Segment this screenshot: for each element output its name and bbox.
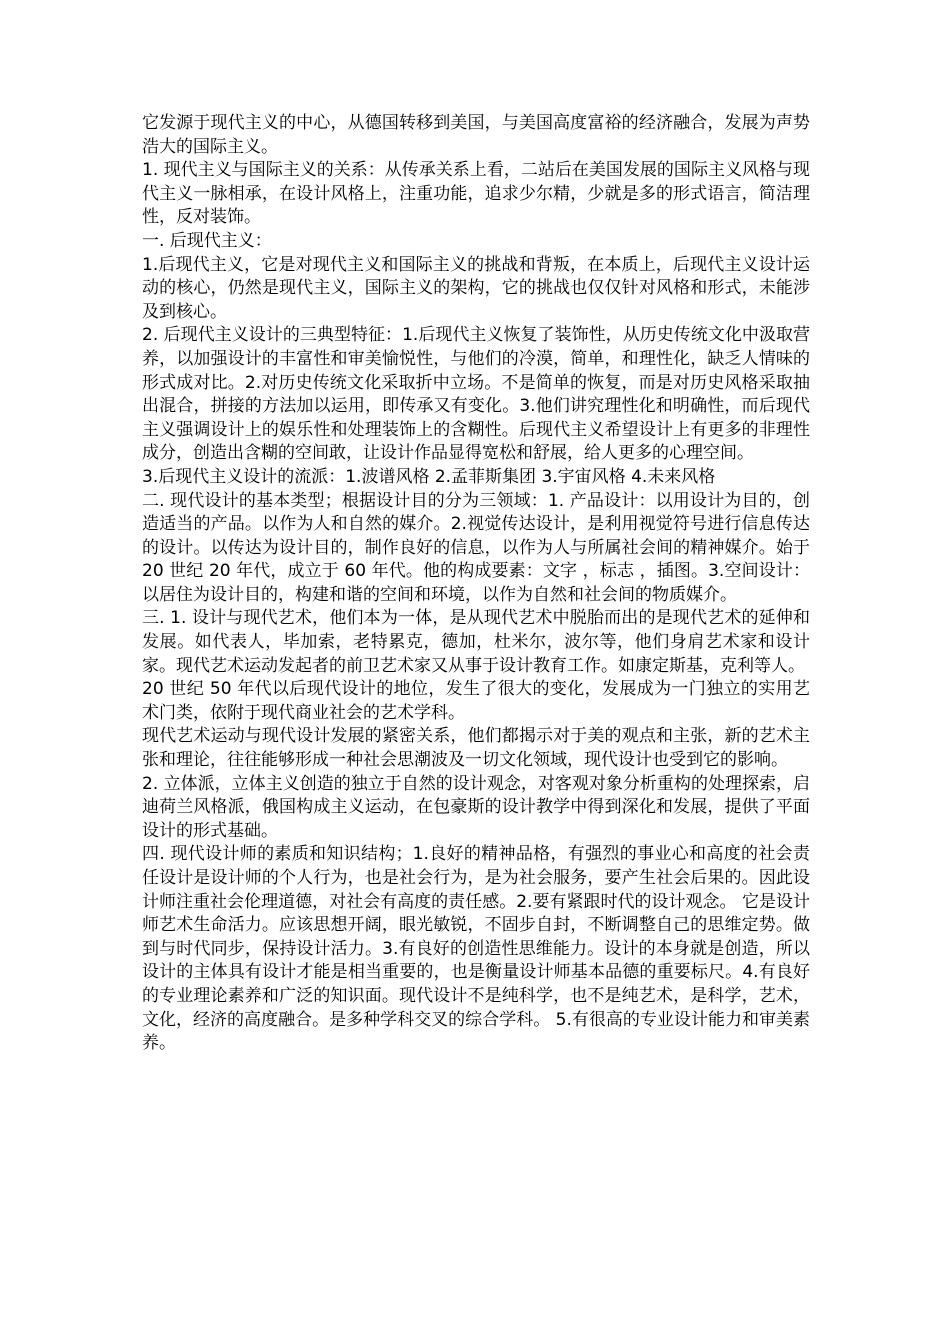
paragraph-postmodernism-definition: 1.后现代主义，它是对现代主义和国际主义的挑战和背叛，在本质上，后现代主义设计运动的核心，仍然是现代主义，国际主义的架构，它的挑战也仅仅针对风格和形式，未能涉及到核心。: [142, 254, 810, 322]
paragraph-postmodernism-features: 2. 后现代主义设计的三典型特征：1.后现代主义恢复了装饰性，从历史传统文化中汲取营养，以加强设计的丰富性和审美愉悦性，与他们的冷漠，简单，和理性化，缺乏人情味的形式成对比。2.对历史传统文化采取折中立场。不是简单的恢复，而是对历史风格采取抽出混合，拼接的方法加以运用，即传承又有变化。3.他们讲究理性化和明确性，而后现代主义强调设计上的娱乐性和处理装饰上的含糊性。后现代主义希望设计上有更多的非理性成分，创造出含糊的空间敢，让设计作品显得宽松和舒展，给人更多的心理空间。: [142, 325, 810, 464]
section-heading-postmodernism: 一. 后现代主义：: [142, 230, 272, 251]
paragraph-modernism-internationalism: 1. 现代主义与国际主义的关系：从传承关系上看，二站后在美国发展的国际主义风格与现代主义一脉相承，在设计风格上，注重功能，追求少尔精，少就是多的形式语言，简洁理性，反对装饰。: [142, 160, 810, 228]
paragraph-cubism: 2. 立体派，立体主义创造的独立于自然的设计观念，对客观对象分析重构的处理探索，启迪荷兰风格派，俄国构成主义运动，在包豪斯的设计教学中得到深化和发展，提供了平面设计的形式基础。: [142, 773, 810, 841]
paragraph-postmodernism-schools: 3.后现代主义设计的流派：1.波谱风格 2.孟菲斯集团 3.宇宙风格 4.未来风格: [142, 466, 716, 487]
paragraph-intro: 它发源于现代主义的中心，从德国转移到美国，与美国高度富裕的经济融合，发展为声势浩大的国际主义。: [142, 113, 810, 157]
document-page: [142, 112, 810, 1056]
paragraph-designer-qualities: 四. 现代设计师的素质和知识结构；1.良好的精神品格，有强烈的事业心和高度的社会责任设计是设计师的个人行为，也是社会行为，是为社会服务，要产生社会后果的。因此设计师注重社会伦理道德，对社会有高度的责任感。2.要有紧跟时代的设计观念。 它是设计师艺术生命活力。应该思想开阔，眼光敏锐，不固步自封，不断调整自己的思维定势。做到与时代同步，保持设计活力。3.有良好的创造性思维能力。设计的本身就是创造，所以设计的主体具有设计才能是相当重要的，也是衡量设计师基本品德的重要标尺。4.有良好的专业理论素养和广泛的知识面。现代设计不是纯科学，也不是纯艺术，是科学，艺术，文化，经济的高度融合。是多种学科交叉的综合学科。 5.有很高的专业设计能力和审美素养。: [142, 844, 810, 1054]
paragraph-1950s-design: 20 世纪 50 年代以后现代设计的地位，发生了很大的变化，发展成为一门独立的实用艺术门类，依附于现代商业社会的艺术学科。: [142, 679, 810, 723]
paragraph-design-types: 二. 现代设计的基本类型；根据设计目的分为三领域：1. 产品设计：以用设计为目的，创造适当的产品。以作为人和自然的媒介。2.视觉传达设计，是利用视觉符号进行信息传达的设计。以传达为设计目的，制作良好的信息，以作为人与所属社会间的精神媒介。始于 20 世纪 20 年代，成立于 60 年代。他的构成要素：文字 ，标志 ，插图。3.空间设计：以居住为设计目的，构建和谐的空间和环境，以作为自然和社会间的物质媒介。: [142, 490, 810, 605]
paragraph-design-and-modern-art: 三. 1. 设计与现代艺术，他们本为一体，是从现代艺术中脱胎而出的是现代艺术的延伸和发展。如代表人，毕加索，老特累克，德加，杜米尔，波尔等，他们身肩艺术家和设计家。现代艺术运动发起者的前卫艺术家又从事于设计教育工作。如康定斯基，克利等人。: [142, 608, 810, 676]
paragraph-art-movement-relation: 现代艺术运动与现代设计发展的紧密关系，他们都揭示对于美的观点和主张，新的艺术主张和理论，往往能够形成一种社会思潮波及一切文化领域，现代设计也受到它的影响。: [142, 726, 810, 771]
